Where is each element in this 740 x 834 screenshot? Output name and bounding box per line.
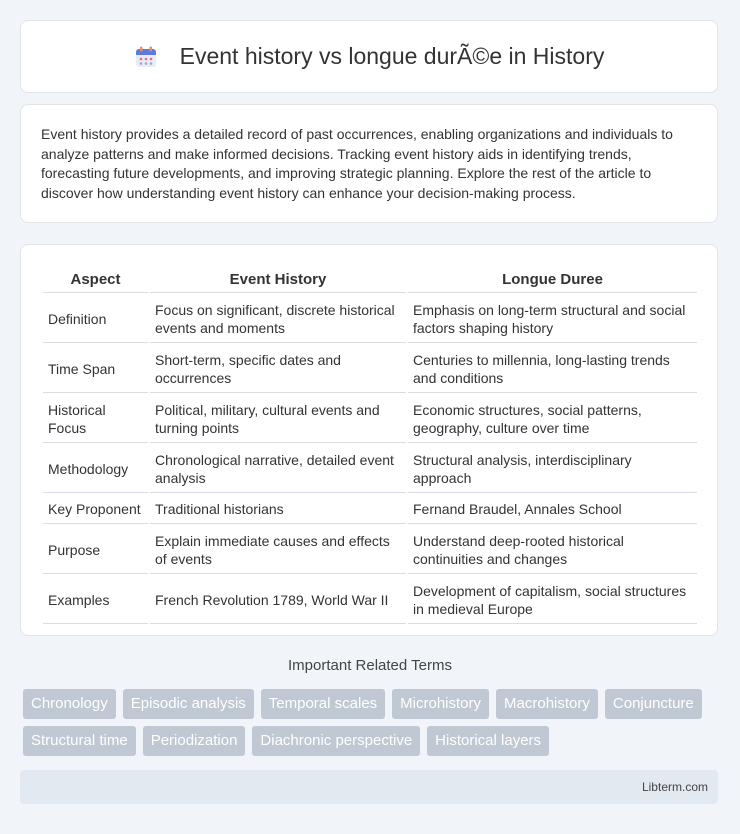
- row-event-history: Focus on significant, discrete historical events and moments: [150, 295, 406, 343]
- row-event-history: Explain immediate causes and effects of events: [150, 526, 406, 574]
- tag-historical-layers[interactable]: Historical layers: [427, 726, 549, 756]
- row-aspect: Key Proponent: [43, 495, 148, 524]
- row-event-history: Political, military, cultural events and turning points: [150, 395, 406, 443]
- header-event-history: Event History: [150, 267, 406, 293]
- row-aspect: Definition: [43, 295, 148, 343]
- row-longue-duree: Fernand Braudel, Annales School: [408, 495, 697, 524]
- tag-temporal-scales[interactable]: Temporal scales: [261, 689, 385, 719]
- row-aspect: Time Span: [43, 345, 148, 393]
- row-aspect: Examples: [43, 576, 148, 624]
- table-row: [43, 445, 697, 493]
- tag-conjuncture[interactable]: Conjuncture: [605, 689, 702, 719]
- related-terms-title: Important Related Terms: [288, 657, 452, 674]
- tag-microhistory[interactable]: Microhistory: [392, 689, 489, 719]
- tag-periodization[interactable]: Periodization: [143, 726, 246, 756]
- page-title-text: Event history vs longue durÃ©e in History: [179, 43, 605, 69]
- row-event-history: French Revolution 1789, World War II: [150, 576, 406, 624]
- intro-paragraph: Event history provides a detailed record of past occurrences, enabling organizations and individuals to analyze patterns and make informed decisions. Tracking event history aids in identifying trends, forecasting future developments, and improving strategic planning. Explore the rest of the article to discover how understanding event history can enhance your decision-making process.: [41, 126, 673, 201]
- row-event-history: Chronological narrative, detailed event analysis: [150, 445, 406, 493]
- row-longue-duree: Understand deep-rooted historical continuities and changes: [408, 526, 697, 574]
- footer-link[interactable]: Libterm.com: [641, 780, 708, 794]
- title-card: [20, 20, 718, 93]
- header-aspect: Aspect: [43, 267, 148, 293]
- calendar-icon: [134, 45, 158, 69]
- table-row: [43, 345, 697, 393]
- tag-episodic-analysis[interactable]: Episodic analysis: [123, 689, 254, 719]
- row-aspect: Historical Focus: [43, 395, 148, 443]
- row-longue-duree: Economic structures, social patterns, geography, culture over time: [408, 395, 697, 443]
- comparison-card: [20, 244, 718, 636]
- table-row: [43, 495, 697, 524]
- row-aspect: Methodology: [43, 445, 148, 493]
- footer: [20, 770, 718, 804]
- row-longue-duree: Centuries to millennia, long-lasting trends and conditions: [408, 345, 697, 393]
- row-aspect: Purpose: [43, 526, 148, 574]
- table-row: [43, 526, 697, 574]
- tag-macrohistory[interactable]: Macrohistory: [496, 689, 598, 719]
- page-title: [134, 43, 605, 70]
- row-longue-duree: Development of capitalism, social structures in medieval Europe: [408, 576, 697, 624]
- tag-chronology[interactable]: Chronology: [23, 689, 116, 719]
- row-longue-duree: Structural analysis, interdisciplinary approach: [408, 445, 697, 493]
- header-longue-duree: Longue Duree: [408, 267, 697, 293]
- tag-diachronic-perspective[interactable]: Diachronic perspective: [252, 726, 420, 756]
- row-longue-duree: Emphasis on long-term structural and social factors shaping history: [408, 295, 697, 343]
- table-header-row: [43, 267, 697, 293]
- intro-card: [20, 104, 718, 223]
- table-row: [43, 576, 697, 624]
- row-event-history: Short-term, specific dates and occurrences: [150, 345, 406, 393]
- table-row: [43, 295, 697, 343]
- row-event-history: Traditional historians: [150, 495, 406, 524]
- table-row: [43, 395, 697, 443]
- tag-structural-time[interactable]: Structural time: [23, 726, 136, 756]
- comparison-table: [41, 265, 699, 626]
- related-terms-list: [23, 689, 723, 756]
